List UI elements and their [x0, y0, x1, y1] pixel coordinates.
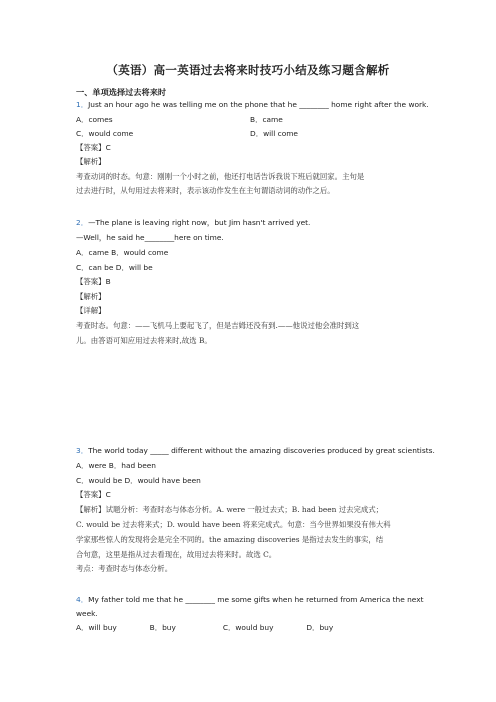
explanation-line: 过去进行时，从句用过去将来时，表示该动作发生在主句谓语动词的动作之后。	[76, 186, 335, 195]
options-cd: C．would be D．would have been	[76, 476, 201, 485]
question-text: Just an hour ago he was telling me on the phone that he ________ home right after the work.	[88, 100, 429, 109]
explanation-line: 学家那些惊人的发现将会是完全不同的。the amazing discoveries 是指过去发生的事实，结	[76, 535, 384, 544]
explanation-line: 考查时态。句意：——飞机马上要起飞了，但是吉姆还没有到.——他说过他会准时到这	[76, 321, 360, 330]
analysis-label: 【解析】	[76, 292, 106, 301]
analysis-label: 【解析】	[76, 157, 106, 166]
question-text-line: —Well，he said he________here on time.	[76, 233, 224, 242]
options-cd: C．can be D．will be	[76, 263, 153, 272]
explanation-line: 考查动词的时态。句意：刚刚一个小时之前，他还打电话告诉我说下班后就回家。主句是	[76, 172, 365, 181]
explanation-line: 合句意，这里是指从过去看现在，故用过去将来时。故选 C。	[76, 550, 277, 559]
option-c: C．would come	[76, 129, 134, 138]
options-row: A．will buy B．buy C．would buy D．buy	[76, 623, 334, 632]
question-number: 4．	[76, 595, 89, 604]
option-b: B．came	[250, 115, 283, 124]
option-a: A．comes	[76, 115, 113, 124]
question-text: My father told me that he ________ me some gifts when he returned from America the next	[88, 595, 424, 604]
question-number: 3．	[76, 446, 89, 455]
explanation-line: 儿。由答语可知应用过去将来时,故选 B。	[76, 336, 212, 345]
question-number: 1．	[76, 100, 89, 109]
key-point: 考点：考查时态与体态分析。	[76, 564, 173, 573]
explanation-line: C. would be 过去将来式；D. would have been 将来完成式。句意：当今世界如果没有伟大科	[76, 520, 391, 529]
question-1	[76, 100, 429, 110]
detail-label: 【详解】	[76, 306, 106, 315]
option-d: D．will come	[250, 129, 298, 138]
question-number: 2．	[76, 218, 89, 227]
options-ab: A．were B．had been	[76, 461, 156, 470]
explanation-line: 【解析】试题分析：考查时态与体态分析。A. were 一般过去式；B. had been 过去完成式；	[76, 505, 384, 514]
answer-label: 【答案】C	[76, 143, 111, 152]
question-text: The world today _____ different without the amazing discoveries produced by great scientists.	[88, 446, 435, 455]
page-title: （英语）高一英语过去将来时技巧小结及练习题含解析	[106, 63, 390, 77]
question-text: —The plane is leaving right now，but Jim hasn't arrived yet.	[88, 218, 311, 227]
answer-label: 【答案】B	[76, 277, 111, 286]
section-heading: 一、单项选择过去将来时	[76, 87, 167, 97]
question-2	[76, 218, 310, 228]
question-3	[76, 446, 435, 456]
answer-label: 【答案】C	[76, 490, 111, 499]
question-text-line: week.	[76, 609, 98, 618]
options-ab: A．came B．would come	[76, 248, 169, 257]
question-4	[76, 595, 424, 605]
